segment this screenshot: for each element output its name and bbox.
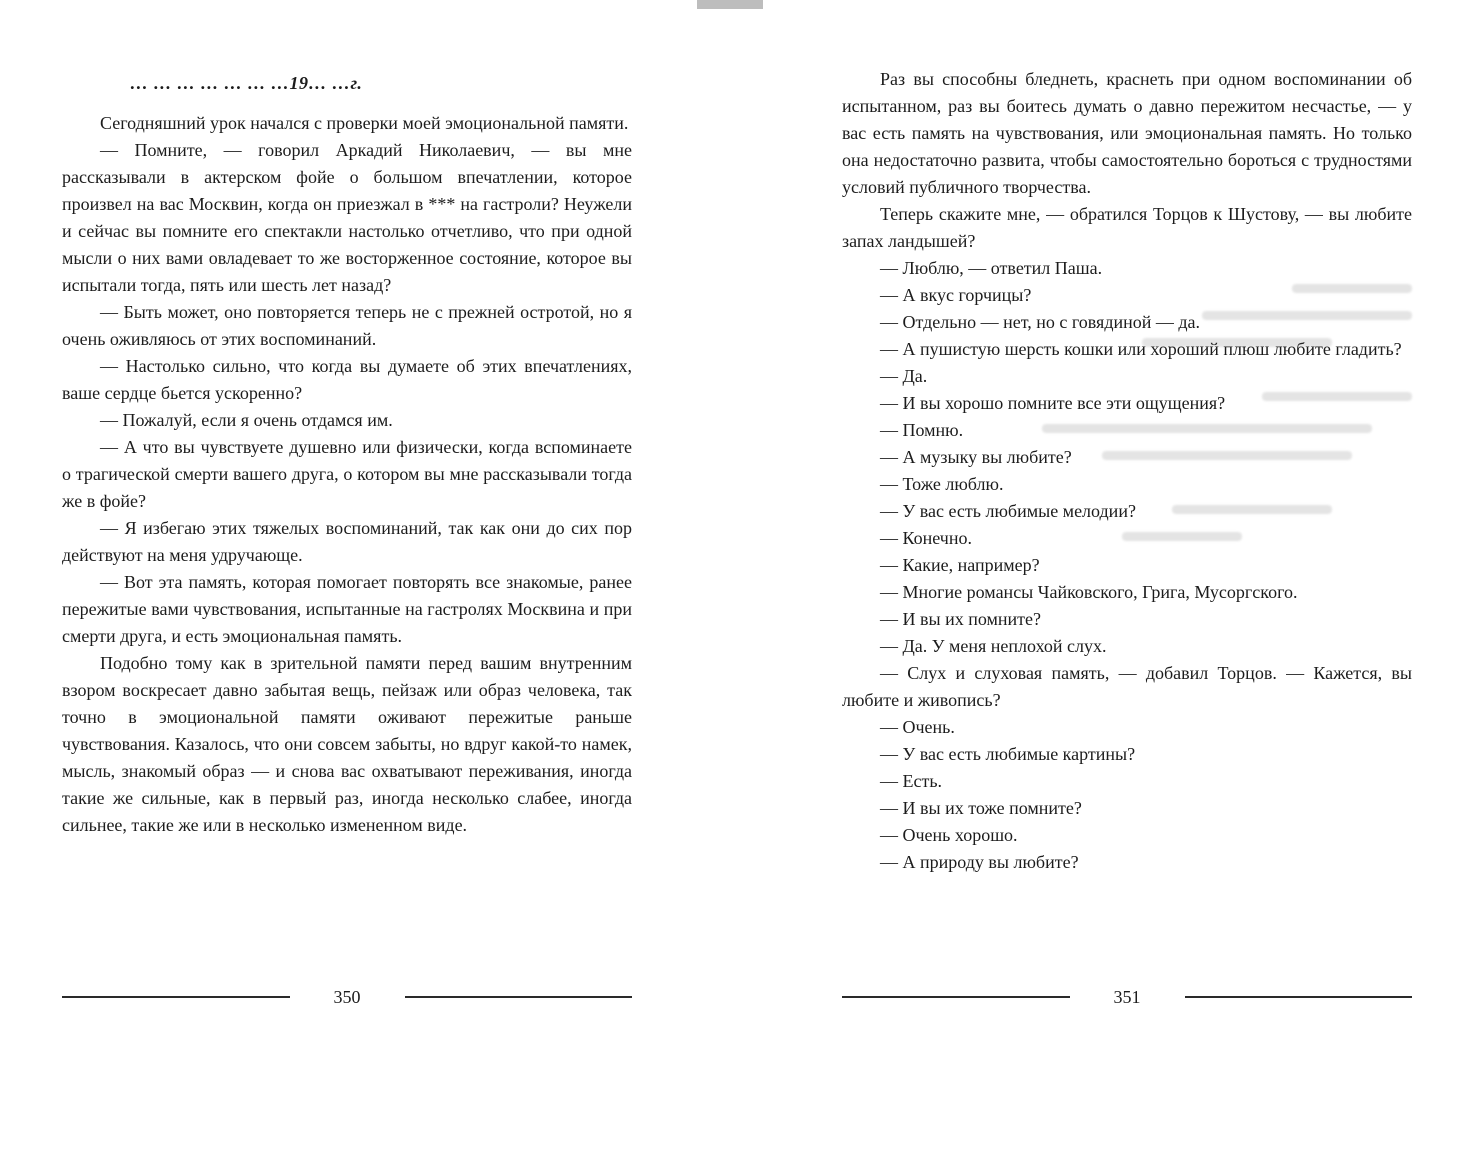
paragraph: Раз вы способны бледнеть, краснеть при одном воспоминании об испытанном, раз вы боитесь думать о давно пережитом несчастье, — у вас есть память на чувствования, или эмоциональная память. Но только она недостаточно развита, чтобы самостоятельно бороться с трудностями условий публичного творчества. xyxy=(842,69,1412,197)
dialogue-line: — Да. xyxy=(880,366,928,386)
dialogue-line: — У вас есть любимые картины? xyxy=(880,744,1136,764)
date-heading: … … … … … … …19… …г. xyxy=(130,73,363,93)
right-page-footer xyxy=(842,986,1412,1008)
dialogue-line: — Помню. xyxy=(880,420,964,440)
footer-rule-right xyxy=(405,996,633,998)
dialogue-line: — А природу вы любите? xyxy=(880,852,1079,872)
dialogue-line: — Очень хорошо. xyxy=(880,825,1018,845)
dialogue-line: — И вы их помните? xyxy=(880,609,1042,629)
paragraph: — Я избегаю этих тяжелых воспоминаний, так как они до сих пор действуют на меня удручающе. xyxy=(62,518,632,565)
paragraph: Подобно тому как в зрительной памяти перед вашим внутренним взором воскресает давно забытая вещь, пейзаж или образ человека, так точно в эмоциональной памяти оживают пережитые раньше чувствования. Казалось, что они совсем забыты, но вдруг какой-то намек, мысль, знакомый образ — и снова вас охватывают переживания, иногда такие же сильные, как в первый раз, иногда несколько слабее, иногда сильнее, такие же или в несколько измененном виде. xyxy=(62,653,632,835)
paragraph: — Настолько сильно, что когда вы думаете об этих впечатлениях, ваше сердце бьется ускоренно? xyxy=(62,356,632,403)
page-bleedthrough-artifact xyxy=(1102,451,1352,460)
page-bleedthrough-artifact xyxy=(1142,338,1332,347)
page-bleedthrough-artifact xyxy=(1122,532,1242,541)
paragraph: — Пожалуй, если я очень отдамся им. xyxy=(100,410,393,430)
dialogue-line: — Да. У меня неплохой слух. xyxy=(880,636,1107,656)
page-bleedthrough-artifact xyxy=(1042,424,1372,433)
dialogue-line: — Тоже люблю. xyxy=(880,474,1004,494)
dialogue-line: — Отдельно — нет, но с говядиной — да. xyxy=(880,312,1201,332)
paragraph: — Помните, — говорил Аркадий Николаевич, — вы мне рассказывали в актерском фойе о большом впечатлении, которое произвел на вас Москвин, когда он приезжал в *** на гастроли? Неужели и сейчас вы помните его спектакли настолько отчетливо, что при одной мысли о них вами овладевает то же восторженное состояние, которое вы испытали тогда, пять или шесть лет назад? xyxy=(62,140,632,295)
dialogue-line: — А музыку вы любите? xyxy=(880,447,1072,467)
page-bleedthrough-artifact xyxy=(1292,284,1412,293)
dialogue-line: — Очень. xyxy=(880,717,955,737)
dialogue-line: — И вы хорошо помните все эти ощущения? xyxy=(880,393,1226,413)
dialogue-line: — Люблю, — ответил Паша. xyxy=(880,258,1103,278)
paragraph: — А что вы чувствуете душевно или физически, когда вспоминаете о трагической смерти вашего друга, о котором вы мне рассказывали тогда же в фойе? xyxy=(62,437,632,511)
paragraph: Теперь скажите мне, — обратился Торцов к Шустову, — вы любите запах ландышей? xyxy=(842,204,1412,251)
left-page xyxy=(62,0,632,1150)
left-page-footer xyxy=(62,986,632,1008)
page-number: 350 xyxy=(333,987,361,1007)
paragraph: — Быть может, оно повторяется теперь не с прежней остротой, но я очень оживляюсь от этих воспоминаний. xyxy=(62,302,632,349)
right-page xyxy=(842,0,1412,1146)
dialogue-line: — Есть. xyxy=(880,771,943,791)
dialogue-line: — И вы их тоже помните? xyxy=(880,798,1082,818)
dialogue-line: — Многие романсы Чайковского, Грига, Мусоргского. xyxy=(880,582,1298,602)
footer-rule-left xyxy=(842,996,1070,998)
page-bleedthrough-artifact xyxy=(1172,505,1332,514)
dialogue-line: — Слух и слуховая память, — добавил Торцов. — Кажется, вы любите и живопись? xyxy=(842,663,1412,710)
footer-rule-left xyxy=(62,996,290,998)
footer-rule-right xyxy=(1185,996,1413,998)
dialogue-line: — Какие, например? xyxy=(880,555,1040,575)
dialogue-line: — А пушистую шерсть кошки или хороший плюш любите гладить? xyxy=(880,339,1402,359)
page-number: 351 xyxy=(1113,987,1141,1007)
dialogue-line: — Конечно. xyxy=(880,528,972,548)
scan-edge-artifact xyxy=(697,0,763,9)
page-bleedthrough-artifact xyxy=(1202,311,1412,320)
dialogue-line: — А вкус горчицы? xyxy=(880,285,1032,305)
page-bleedthrough-artifact xyxy=(1262,392,1412,401)
paragraph: Сегодняшний урок начался с проверки моей эмоциональной памяти. xyxy=(100,113,629,133)
paragraph: — Вот эта память, которая помогает повторять все знакомые, ранее пережитые вами чувствования, испытанные на гастролях Москвина и при смерти друга, и есть эмоциональная память. xyxy=(62,572,632,646)
dialogue-line: — У вас есть любимые мелодии? xyxy=(880,501,1136,521)
